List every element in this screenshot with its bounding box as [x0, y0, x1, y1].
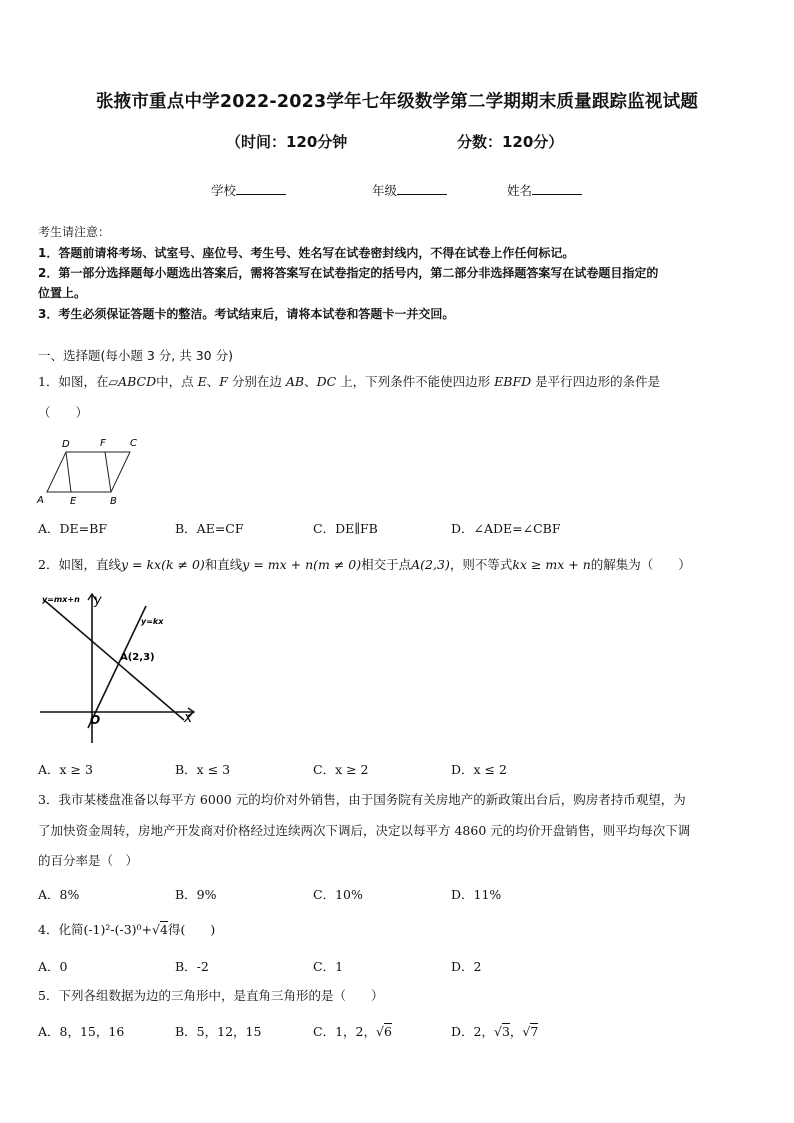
parallelogram-abcd — [47, 452, 130, 492]
q4-option-c[interactable]: C．1 — [313, 959, 344, 974]
label-f: F — [100, 438, 106, 449]
notice-item-2: 2．第一部分选择题每小题选出答案后，需将答案写在试卷指定的括号内，第二部分非选择题答案写在试卷题目指定的 — [38, 266, 659, 280]
q5-option-c[interactable] — [313, 1022, 392, 1040]
q2-eq1: y = kx(k ≠ 0) — [120, 557, 205, 572]
q1-part-d: 上，下列条件不能使四边形 — [336, 374, 495, 389]
line-kx — [88, 606, 146, 728]
q1-part-a: 1．如图，在▱ — [38, 374, 119, 389]
sqrt-icon: √ — [493, 1024, 502, 1039]
q1-part-c: 分别在边 — [227, 374, 286, 389]
question-4-text — [38, 920, 768, 940]
q1-dc: DC — [316, 374, 337, 389]
question-3-line-1: 3．我市某楼盘准备以每平方 6000 元的均价对外销售，由于国务院有关房地产的新政策出台后，购房者持币观望，为 — [38, 792, 686, 807]
notice-item-2-cont: 位置上。 — [38, 286, 87, 300]
question-2-text — [38, 555, 768, 575]
q3-option-d[interactable]: D．11% — [451, 887, 502, 902]
label-y-axis: y — [94, 593, 102, 608]
q2-part-d: ，则不等式 — [449, 557, 513, 572]
q4-part-b: 得( ) — [167, 922, 216, 937]
q1-part-b: 中，点 — [156, 374, 198, 389]
question-5-text: 5．下列各组数据为边的三角形中，是直角三角形的是（ ） — [38, 988, 384, 1003]
q2-option-c[interactable]: C．x ≥ 2 — [313, 762, 369, 777]
exam-score: 分数：120分） — [457, 133, 564, 151]
q2-part-b: 和直线 — [204, 557, 243, 572]
q1-answer-paren: （ ） — [38, 405, 89, 420]
q5-option-d[interactable] — [451, 1022, 538, 1040]
q2-part-c: 相交于点 — [361, 557, 412, 572]
q5-option-a[interactable]: A．8，15，16 — [38, 1024, 125, 1039]
q4-option-a[interactable]: A．0 — [38, 959, 68, 974]
segment-fb — [105, 452, 111, 492]
q4-option-b[interactable]: B．-2 — [175, 959, 209, 974]
name-label: 姓名 — [507, 183, 533, 198]
name-blank[interactable] — [532, 182, 582, 195]
q3-option-a[interactable]: A．8% — [38, 887, 80, 902]
q1-part-e: 是平行四边形的条件是 — [531, 374, 661, 389]
q5-option-c-text: C．1，2， — [313, 1024, 376, 1039]
q3-option-b[interactable]: B．9% — [175, 887, 217, 902]
sqrt-icon: √ — [522, 1024, 531, 1039]
parallelogram-figure — [34, 432, 144, 512]
school-field[interactable] — [211, 181, 286, 199]
label-line-mx-n: y=mx+n — [42, 595, 80, 604]
q4-radicand: 4 — [160, 922, 168, 937]
label-d: D — [62, 439, 70, 450]
page-title: 张掖市重点中学2022-2023学年七年级数学第二学期期末质量跟踪监视试题 — [95, 92, 699, 112]
label-c: C — [130, 438, 137, 449]
segment-de — [66, 452, 71, 492]
q2-part-e: 的解集为（ ） — [590, 557, 691, 572]
notice-item-1: 1．答题前请将考场、试室号、座位号、考生号、姓名写在试卷密封线内，不得在试卷上作任何标记。 — [38, 246, 575, 260]
q4-option-d[interactable]: D．2 — [451, 959, 482, 974]
q2-eq2: y = mx + n(m ≠ 0) — [242, 557, 362, 572]
name-field[interactable] — [507, 181, 582, 199]
school-label: 学校 — [211, 183, 237, 198]
school-blank[interactable] — [236, 182, 286, 195]
q4-part-a: 4．化简(-1)²-(-3)⁰+ — [38, 922, 153, 937]
q3-option-c[interactable]: C．10% — [313, 887, 363, 902]
exam-time: （时间：120分钟 — [226, 133, 348, 151]
label-x-axis: x — [184, 710, 193, 726]
grade-field[interactable] — [372, 181, 447, 199]
label-e: E — [70, 496, 77, 507]
q1-sep2: 、 — [304, 374, 317, 389]
label-b: B — [110, 496, 117, 507]
q5-option-d-text: D．2， — [451, 1024, 494, 1039]
question-3-line-2: 了加快资金周转，房地产开发商对价格经过连续两次下调后，决定以每平方 4860 元的均价开盘销售，则平均每次下调 — [38, 823, 691, 838]
notice-item-3: 3．考生必须保证答题卡的整洁。考试结束后，请将本试卷和答题卡一并交回。 — [38, 307, 455, 321]
q2-option-b[interactable]: B．x ≤ 3 — [175, 762, 231, 777]
q1-ab: AB — [285, 374, 305, 389]
q2-option-a[interactable]: A．x ≥ 3 — [38, 762, 93, 777]
q2-inequality: kx ≥ mx + n — [512, 557, 591, 572]
q1-e: E — [197, 374, 207, 389]
section-heading: 一、选择题(每小题 3 分, 共 30 分) — [38, 348, 233, 363]
q1-f: F — [219, 374, 228, 389]
label-a: A — [37, 495, 44, 506]
q5-c-radicand: 6 — [383, 1024, 392, 1039]
q1-ebfd: EBFD — [494, 374, 532, 389]
q2-option-d[interactable]: D．x ≤ 2 — [451, 762, 507, 777]
lines-graph-figure — [34, 588, 204, 748]
label-point-a: A(2,3) — [120, 652, 155, 663]
q5-d-radicand-2: 7 — [530, 1024, 539, 1039]
label-line-kx: y=kx — [141, 617, 164, 626]
notice-heading: 考生请注意： — [38, 225, 111, 239]
q5-d-radicand-1: 3 — [501, 1024, 510, 1039]
q2-part-a: 2．如图，直线 — [38, 557, 121, 572]
sqrt-icon: √ — [375, 1024, 384, 1039]
question-1-text — [38, 372, 768, 392]
q5-d-sep: ， — [509, 1024, 523, 1039]
q1-sep1: 、 — [206, 374, 220, 389]
grade-label: 年级 — [372, 183, 398, 198]
sqrt-icon: √ — [152, 922, 161, 937]
q1-option-b[interactable]: B．AE=CF — [175, 521, 244, 536]
q2-point: A(2,3) — [411, 557, 450, 572]
q1-option-c[interactable]: C．DE∥FB — [313, 521, 378, 536]
q1-option-d[interactable]: D．∠ADE=∠CBF — [451, 521, 561, 536]
grade-blank[interactable] — [397, 182, 447, 195]
label-origin: O — [90, 713, 101, 727]
q1-option-a[interactable]: A．DE=BF — [38, 521, 108, 536]
q1-abcd: ABCD — [118, 374, 157, 389]
q5-option-b[interactable]: B．5，12，15 — [175, 1024, 262, 1039]
question-3-line-3: 的百分率是（ ） — [38, 853, 139, 868]
